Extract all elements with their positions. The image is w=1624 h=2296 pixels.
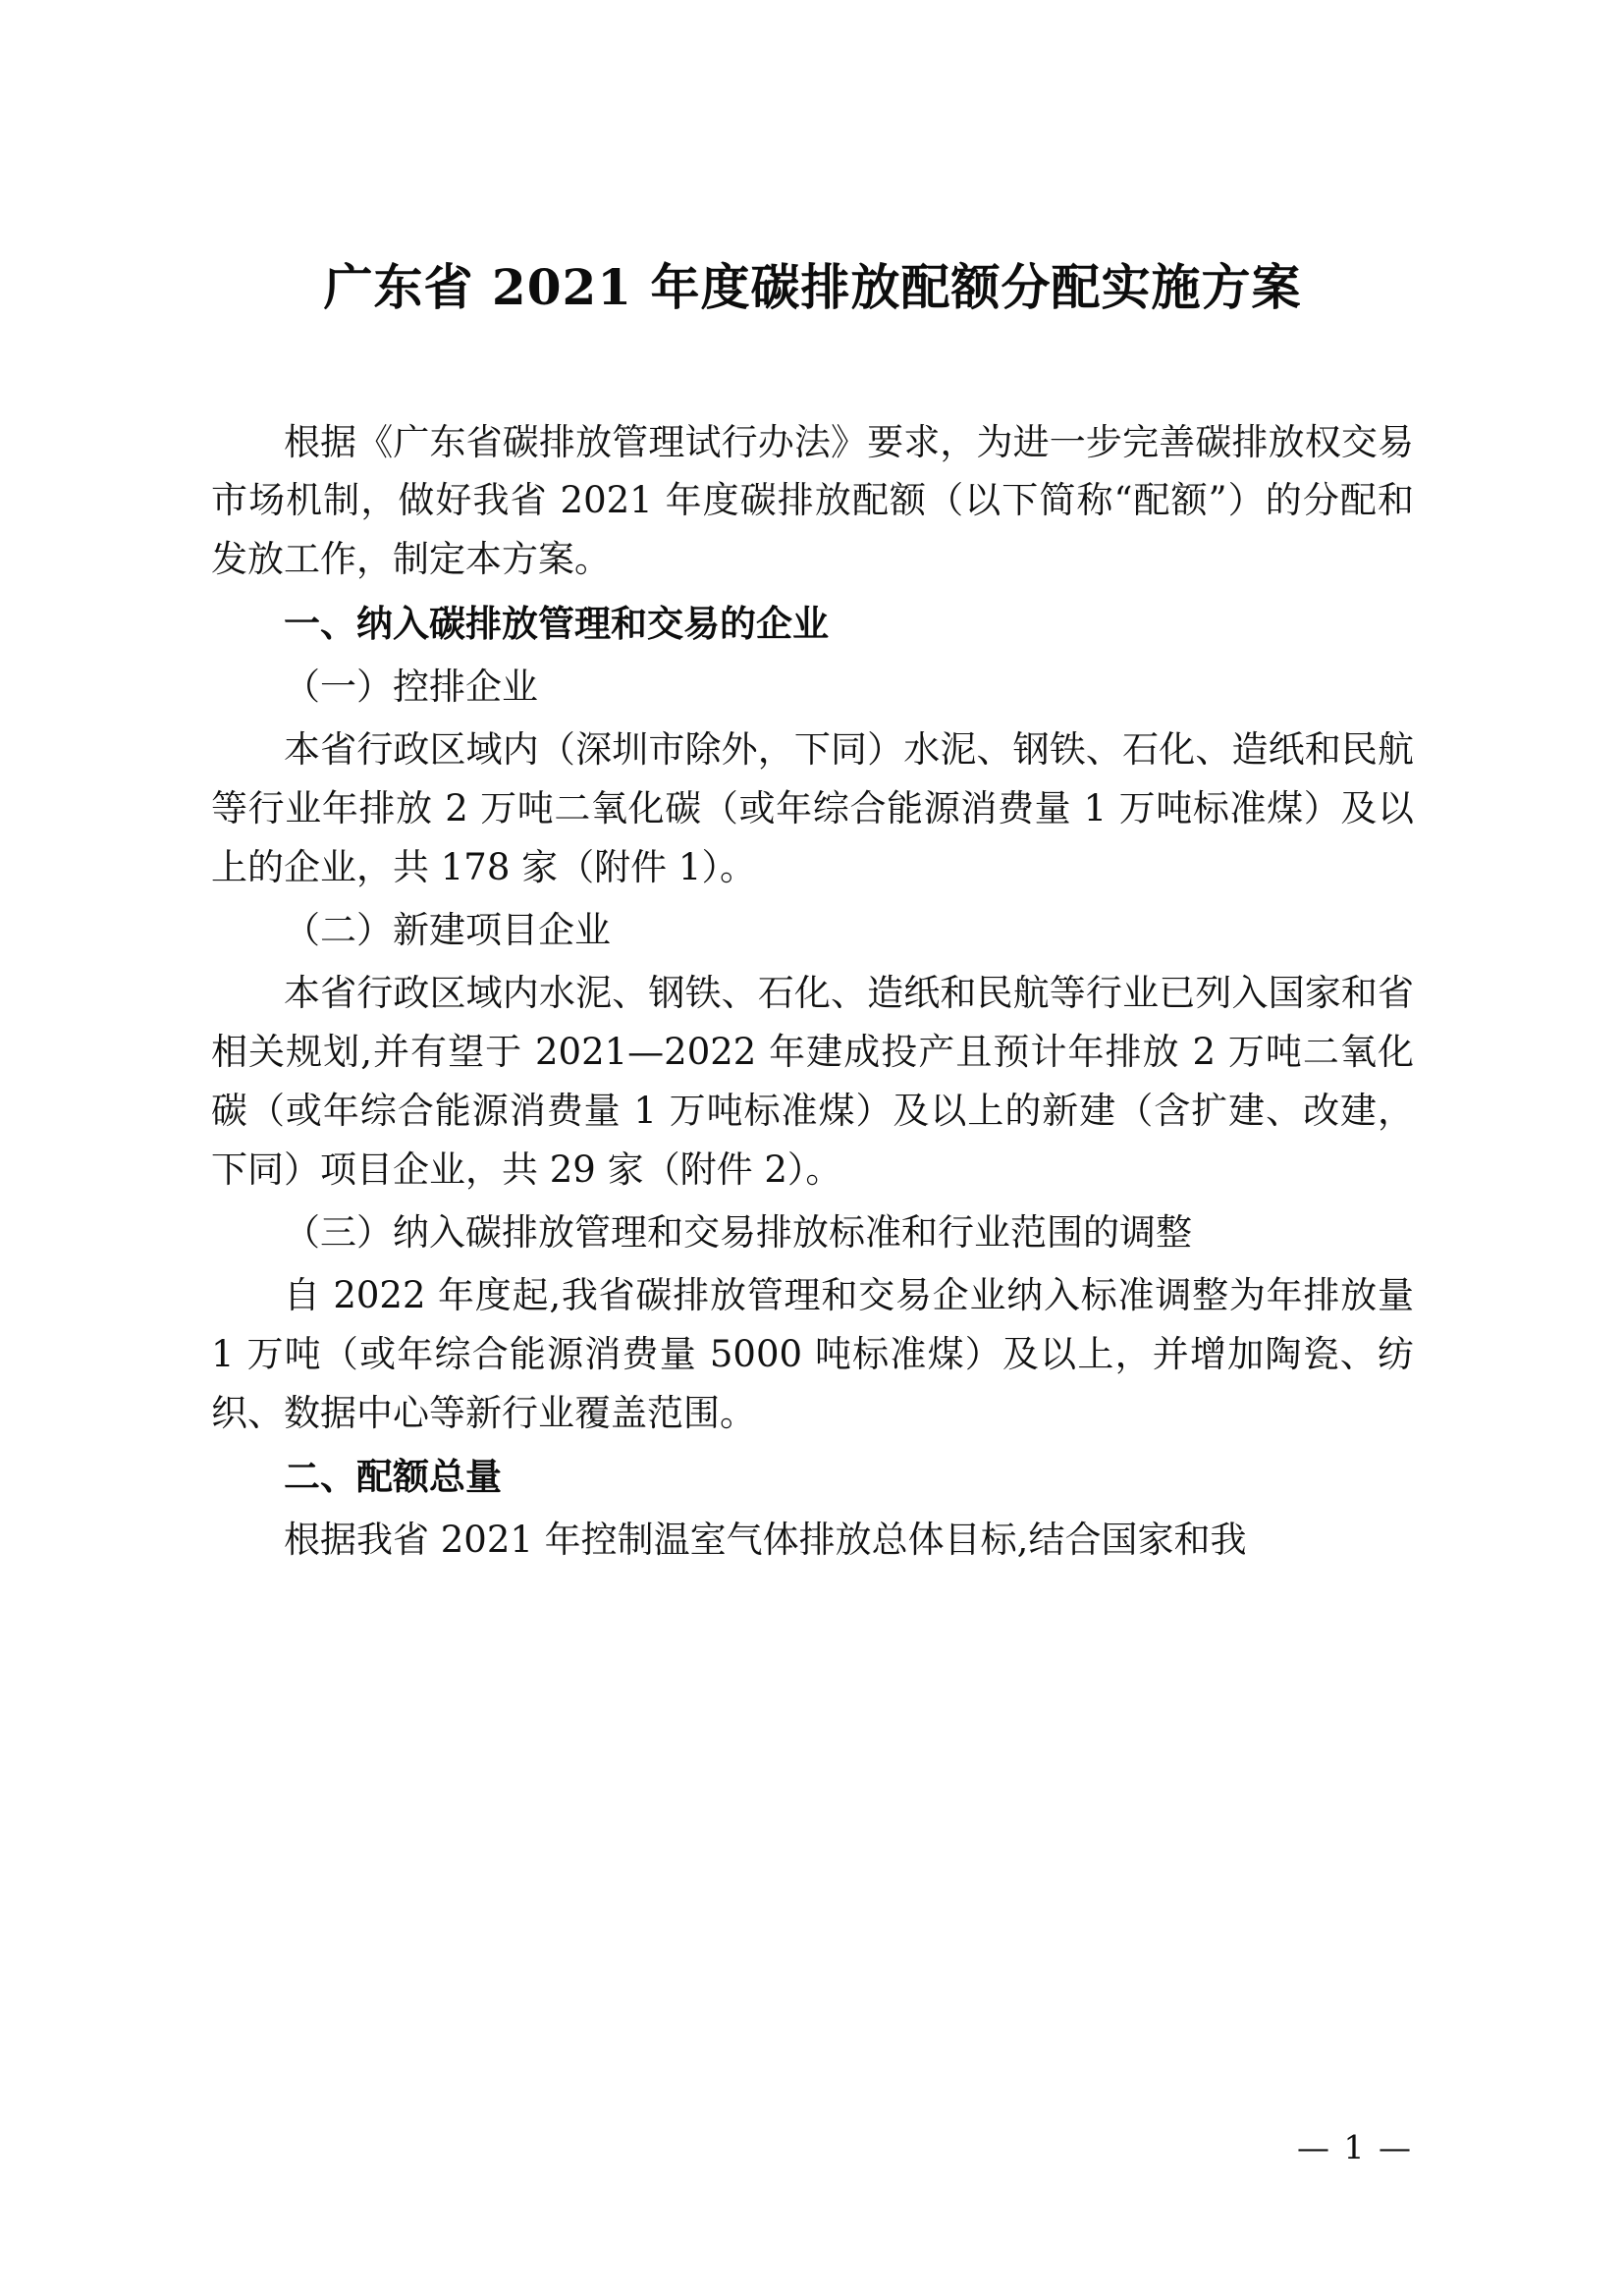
- paragraph-intro: 根据《广东省碳排放管理试行办法》要求，为进一步完善碳排放权交易市场机制，做好我省 2021 年度碳排放配额（以下简称“配额”）的分配和发放工作，制定本方案。: [211, 420, 1414, 581]
- page-number: — 1 —: [1297, 2128, 1413, 2166]
- page-title: 广东省 2021 年度碳排放配额分配实施方案: [323, 258, 1302, 316]
- subsection-heading-1-1: （一）控排企业: [284, 666, 538, 709]
- paragraph-scope-adjustment: 自 2022 年度起,我省碳排放管理和交易企业纳入标准调整为年排放量 1 万吨（或年综合能源消费量 5000 吨标准煤）及以上，并增加陶瓷、纺织、数据中心等新行业覆盖范围。: [211, 1273, 1414, 1434]
- subsection-heading-1-2: （二）新建项目企业: [284, 909, 611, 951]
- paragraph-controlled-enterprises: 本省行政区域内（深圳市除外，下同）水泥、钢铁、石化、造纸和民航等行业年排放 2 万吨二氧化碳（或年综合能源消费量 1 万吨标准煤）及以上的企业，共 178 家（附件 1）。: [211, 728, 1414, 889]
- section-heading-2: 二、配额总量: [284, 1456, 502, 1499]
- section-heading-1: 一、纳入碳排放管理和交易的企业: [284, 603, 829, 646]
- document-body: [211, 413, 1414, 1571]
- paragraph-new-projects: 本省行政区域内水泥、钢铁、石化、造纸和民航等行业已列入国家和省相关规划,并有望于 2021—2022 年建成投产且预计年排放 2 万吨二氧化碳（或年综合能源消费量 1 万吨标准煤）及以上的新建（含扩建、改建，下同）项目企业，共 29 家（附件 2）。: [211, 971, 1414, 1191]
- subsection-heading-1-3: （三）纳入碳排放管理和交易排放标准和行业范围的调整: [284, 1210, 1192, 1254]
- paragraph-total-quota: 根据我省 2021 年控制温室气体排放总体目标,结合国家和我: [284, 1519, 1247, 1562]
- page-content: [211, 0, 1414, 1574]
